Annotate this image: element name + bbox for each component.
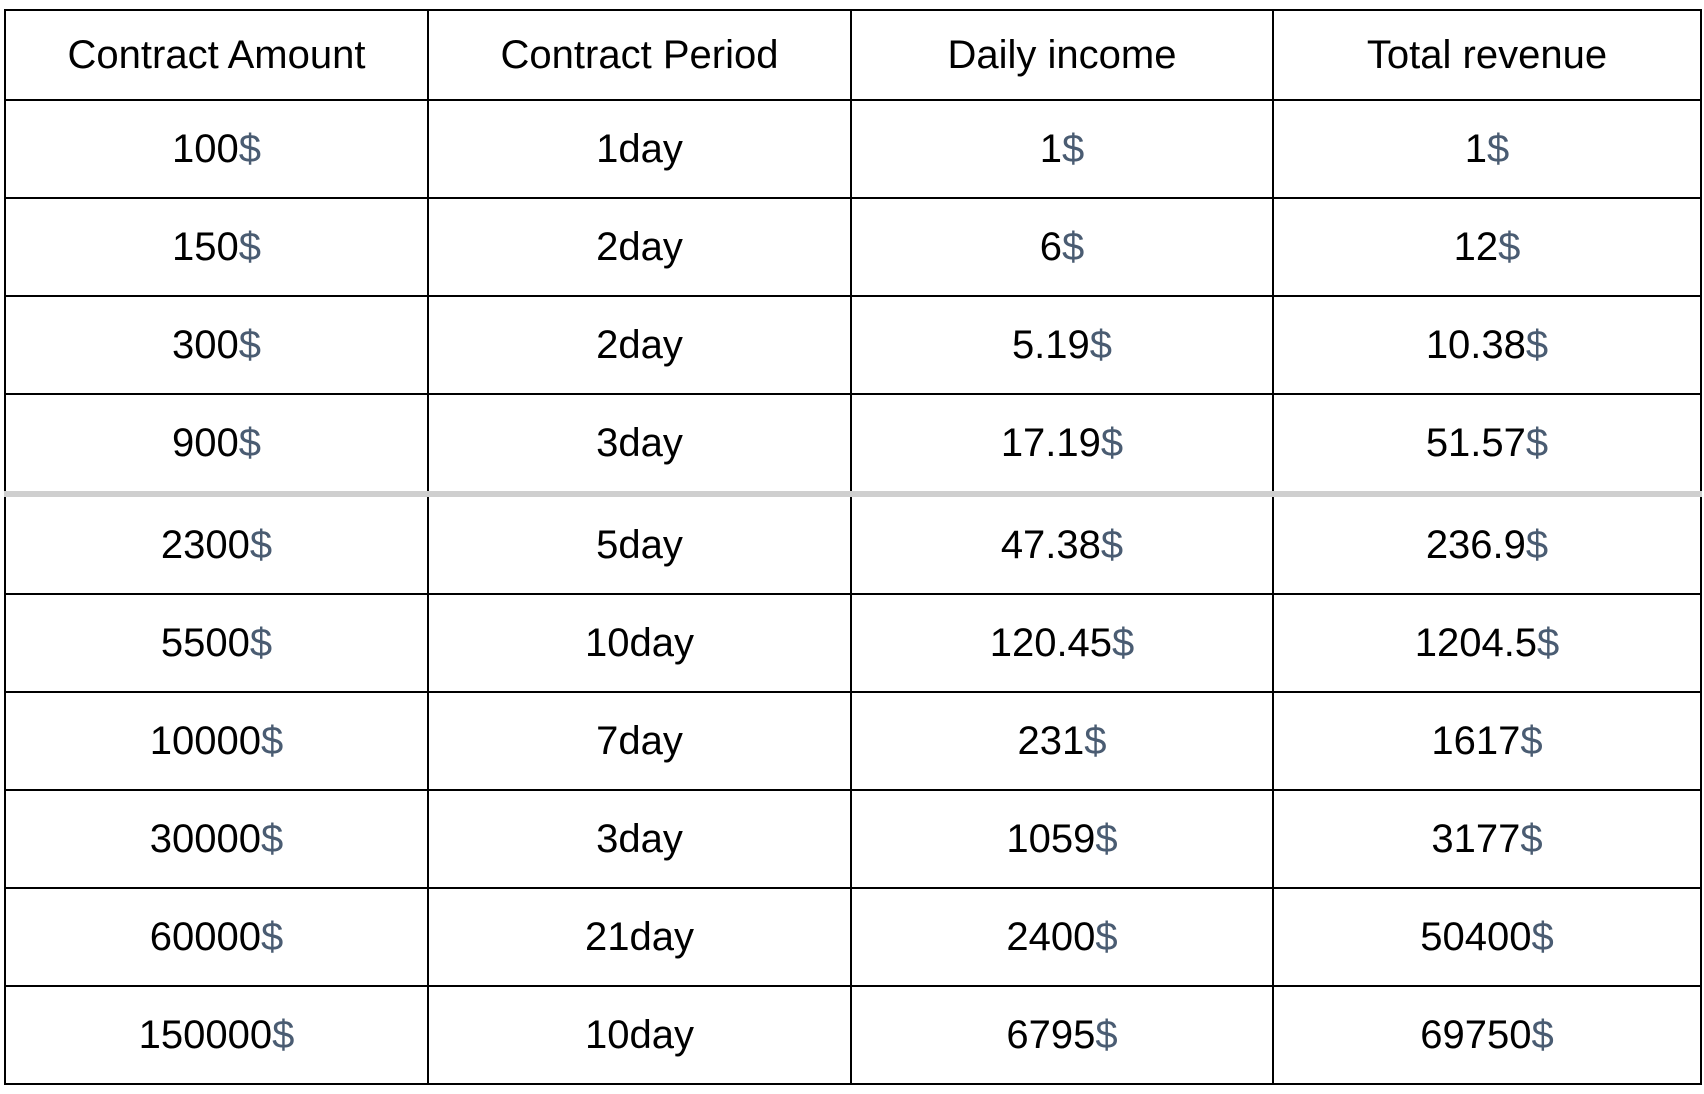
contract-table	[4, 9, 1702, 1085]
cell-value: 150000	[138, 1013, 273, 1057]
table-row	[5, 198, 1701, 296]
daily-income-cell	[851, 394, 1273, 494]
daily-income-cell	[851, 986, 1273, 1084]
cell-value: 900	[172, 421, 239, 465]
contract-period-cell: 10day	[428, 986, 851, 1084]
currency-symbol: $	[260, 915, 284, 959]
currency-symbol: $	[1487, 127, 1510, 171]
cell-value: 10.38	[1425, 323, 1526, 367]
total-revenue-cell	[1273, 296, 1701, 394]
table-row	[5, 394, 1701, 494]
contract-amount-cell	[5, 100, 428, 198]
contract-period-cell: 5day	[428, 494, 851, 594]
daily-income-cell	[851, 494, 1273, 594]
currency-symbol: $	[238, 127, 261, 171]
contract-period-cell: 7day	[428, 692, 851, 790]
table-row	[5, 790, 1701, 888]
cell-value: 6795	[1006, 1013, 1096, 1057]
total-revenue-cell	[1273, 692, 1701, 790]
currency-symbol: $	[1089, 323, 1113, 367]
contract-amount-cell	[5, 296, 428, 394]
currency-symbol: $	[260, 719, 284, 763]
currency-symbol: $	[260, 817, 284, 861]
currency-symbol: $	[1062, 127, 1085, 171]
table-row	[5, 494, 1701, 594]
contract-amount-cell	[5, 594, 428, 692]
cell-value: 1	[1464, 127, 1487, 171]
cell-value: 12	[1453, 225, 1499, 269]
daily-income-cell	[851, 198, 1273, 296]
currency-symbol: $	[238, 323, 261, 367]
total-revenue-cell	[1273, 790, 1701, 888]
currency-symbol: $	[1531, 1013, 1554, 1057]
currency-symbol: $	[238, 421, 261, 465]
currency-symbol: $	[1525, 421, 1549, 465]
header-contract-period: Contract Period	[428, 10, 851, 100]
contract-period-cell: 2day	[428, 296, 851, 394]
cell-value: 236.9	[1425, 523, 1526, 567]
total-revenue-cell	[1273, 494, 1701, 594]
daily-income-cell	[851, 790, 1273, 888]
cell-value: 10000	[149, 719, 261, 763]
currency-symbol: $	[1084, 719, 1107, 763]
table-row	[5, 986, 1701, 1084]
daily-income-cell	[851, 888, 1273, 986]
cell-value: 100	[172, 127, 239, 171]
contract-amount-cell	[5, 494, 428, 594]
currency-symbol: $	[238, 225, 261, 269]
contract-amount-cell	[5, 394, 428, 494]
cell-value: 47.38	[1000, 523, 1101, 567]
currency-symbol: $	[1537, 621, 1560, 665]
table-row	[5, 888, 1701, 986]
contract-amount-cell	[5, 888, 428, 986]
contract-amount-cell	[5, 790, 428, 888]
currency-symbol: $	[272, 1013, 295, 1057]
table-row	[5, 296, 1701, 394]
currency-symbol: $	[1520, 817, 1543, 861]
currency-symbol: $	[1498, 225, 1521, 269]
cell-value: 1	[1039, 127, 1062, 171]
total-revenue-cell	[1273, 100, 1701, 198]
cell-value: 1204.5	[1414, 621, 1538, 665]
currency-symbol: $	[1100, 421, 1124, 465]
cell-value: 17.19	[1000, 421, 1101, 465]
contract-amount-cell	[5, 692, 428, 790]
contract-amount-cell	[5, 986, 428, 1084]
table-row	[5, 692, 1701, 790]
currency-symbol: $	[249, 621, 273, 665]
total-revenue-cell	[1273, 986, 1701, 1084]
cell-value: 30000	[149, 817, 261, 861]
cell-value: 300	[172, 323, 239, 367]
cell-value: 1617	[1431, 719, 1521, 763]
contract-period-cell: 3day	[428, 790, 851, 888]
currency-symbol: $	[1112, 621, 1135, 665]
cell-value: 6	[1039, 225, 1062, 269]
table-row	[5, 594, 1701, 692]
currency-symbol: $	[1525, 523, 1549, 567]
cell-value: 231	[1017, 719, 1085, 763]
cell-value: 2400	[1006, 915, 1096, 959]
header-row	[5, 10, 1701, 100]
currency-symbol: $	[1520, 719, 1543, 763]
daily-income-cell	[851, 692, 1273, 790]
contract-period-cell: 1day	[428, 100, 851, 198]
contract-period-cell: 2day	[428, 198, 851, 296]
currency-symbol: $	[1531, 915, 1554, 959]
currency-symbol: $	[1525, 323, 1549, 367]
currency-symbol: $	[249, 523, 273, 567]
currency-symbol: $	[1100, 523, 1124, 567]
total-revenue-cell	[1273, 594, 1701, 692]
cell-value: 2300	[160, 523, 250, 567]
cell-value: 120.45	[989, 621, 1113, 665]
total-revenue-cell	[1273, 198, 1701, 296]
total-revenue-cell	[1273, 888, 1701, 986]
contract-period-cell: 3day	[428, 394, 851, 494]
currency-symbol: $	[1062, 225, 1085, 269]
cell-value: 50400	[1420, 915, 1532, 959]
total-revenue-cell	[1273, 394, 1701, 494]
cell-value: 5500	[160, 621, 250, 665]
contract-period-cell: 10day	[428, 594, 851, 692]
currency-symbol: $	[1095, 915, 1118, 959]
cell-value: 3177	[1431, 817, 1521, 861]
contract-period-cell: 21day	[428, 888, 851, 986]
table-row	[5, 100, 1701, 198]
daily-income-cell	[851, 100, 1273, 198]
cell-value: 1059	[1006, 817, 1096, 861]
header-total-revenue: Total revenue	[1273, 10, 1701, 100]
header-daily-income: Daily income	[851, 10, 1273, 100]
currency-symbol: $	[1095, 1013, 1118, 1057]
contract-amount-cell	[5, 198, 428, 296]
daily-income-cell	[851, 594, 1273, 692]
header-contract-amount: Contract Amount	[5, 10, 428, 100]
cell-value: 5.19	[1011, 323, 1090, 367]
daily-income-cell	[851, 296, 1273, 394]
cell-value: 60000	[149, 915, 261, 959]
cell-value: 69750	[1420, 1013, 1532, 1057]
cell-value: 150	[172, 225, 239, 269]
cell-value: 51.57	[1425, 421, 1526, 465]
currency-symbol: $	[1095, 817, 1118, 861]
